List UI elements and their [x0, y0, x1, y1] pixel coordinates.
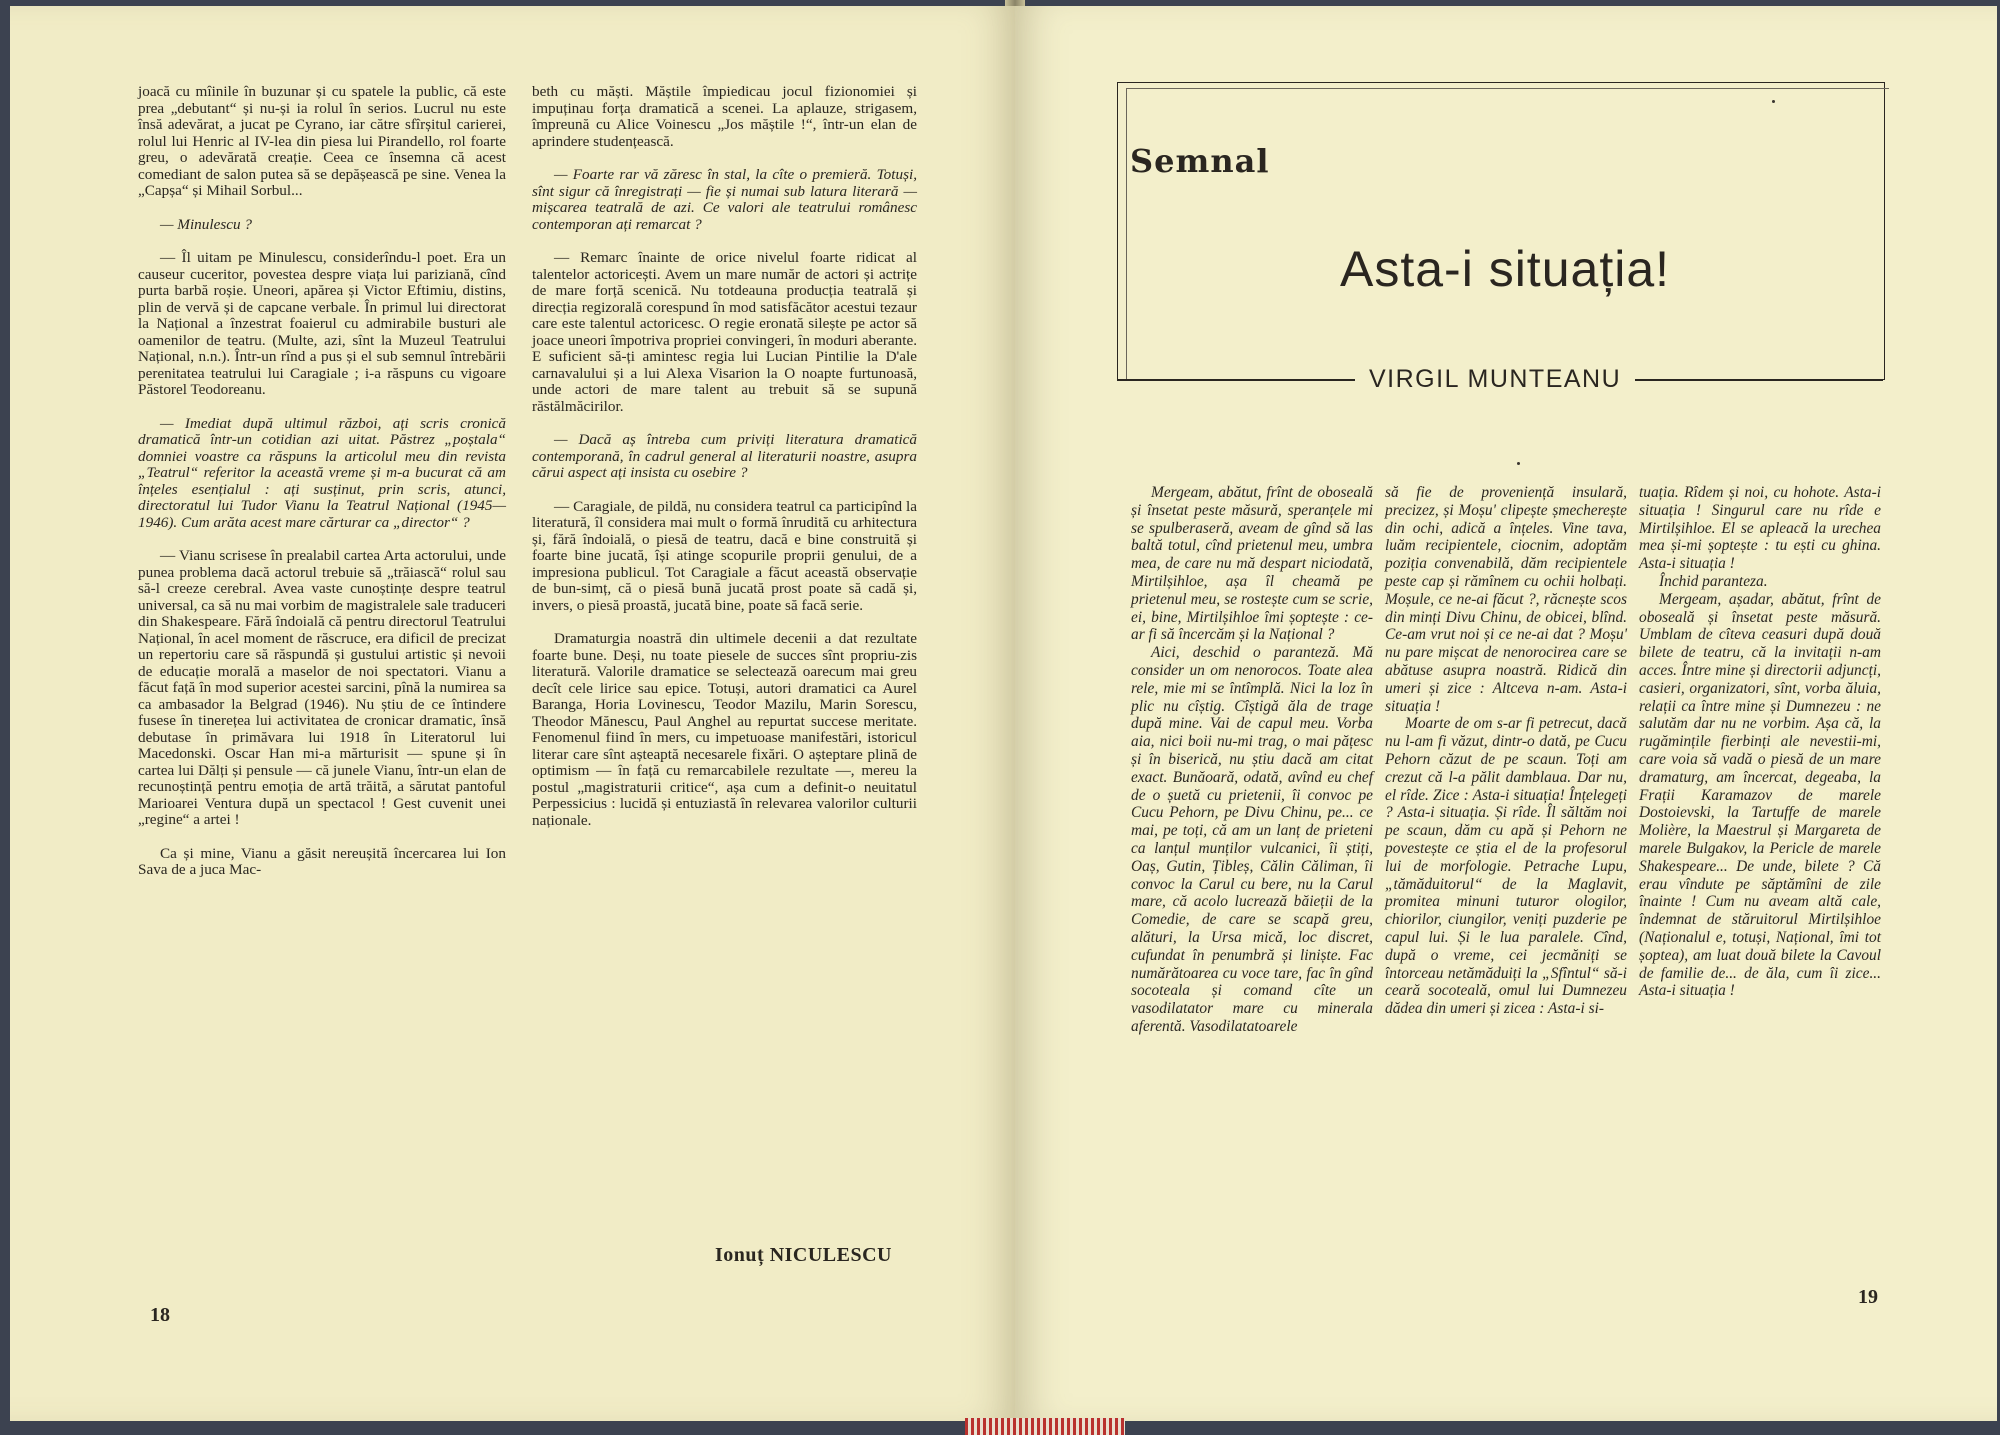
section-title: Semnal — [1130, 142, 1270, 180]
right-page-column-2 — [1385, 484, 1627, 1018]
page-number-left: 18 — [150, 1304, 170, 1326]
paragraph: beth cu măști. Măștile împiedicau jocul fizionomiei și impuținau forța dramatică a scenei. La aplauze, strigasem, împreună cu Alice Voinescu „Jos măștile !“, într-un elan de aprindere studențească. — [532, 83, 917, 150]
article-author: VIRGIL MUNTEANU — [1355, 365, 1635, 394]
bookmark-ribbon — [965, 1418, 1125, 1435]
paragraph: — Imediat după ultimul război, ați scris cronică dramatică într-un cotidian azi uitat. Păstrez „poștala“ domniei voastre ca răspuns la articolul meu din revista „Teatrul“ referitor la această vreme și m-a bucurat că am înțeles esențialul : ați susținut, prin scris, atunci, directoratul lui Tudor Vianu la Teatrul Național (1945—1946). Cum arăta acest mare cărturar ca „director“ ? — [138, 414, 506, 531]
paragraph: — Dacă aș întreba cum priviți literatura dramatică contemporană, în cadrul general al literaturii noastre, asupra cărui aspect ați insista cu osebire ? — [532, 431, 917, 481]
left-page-column-2 — [532, 84, 917, 829]
article-signature: Ionuț NICULESCU — [715, 1244, 892, 1266]
paragraph: — Caragiale, de pildă, nu considera teatrul ca participînd la literatură, îl considera mai mult o formă înrudită cu arhitectura și, fără îndoială, o piesă de teatru, dacă e bine construită și foarte bine jucată, își atinge scopurile proprii genului, de a impresiona publicul. Tot Caragiale a făcut această observație de bun-simț, că o piesă bună jucată prost poate să cadă și, invers, o piesă proastă, jucată bine, poate să facă serie. — [532, 497, 917, 614]
right-page-column-3 — [1639, 484, 1881, 1000]
paragraph: — Foarte rar vă zăresc în stal, la cîte o premieră. Totuși, sînt sigur că înregistrați — fie și numai sub latura literară — mișcarea teatrală de azi. Ce valori ale teatrului românesc contemporan ați remarcat ? — [532, 166, 917, 233]
left-page-column-1 — [138, 84, 506, 879]
header-frame-inner-line — [1126, 88, 1889, 379]
print-speck — [1517, 462, 1520, 465]
paragraph: Închid paranteza. — [1659, 572, 1768, 590]
paragraph: Mergeam, așadar, abătut, frînt de oboseală și însetat peste măsură. Umblam de cîteva ceasuri după două bilete de teatru, că la invitații n-am acces. Între mine și directorii adjuncți, casieri, organizatori, sînt, vorba ăluia, relații ca între mine și Dumnezeu : ne salutăm dar nu ne vorbim. Așa că, la rugămințile fierbinți ale nevestii-mi, care voia să vadă o piesă de un mare dramaturg, am încercat, degeaba, la Frații Karamazov de marele Dostoievski, la Tartuffe de marele Molière, la Maestrul și Margareta de marele Bulgakov, la Pericle de marele Shakespeare... De unde, bilete ? Că erau vîndute pe săptămîni de zile înainte ! Cum nu aveam altă cale, îndemnat de stăruitorul Mirtilșihloe (Naționalul e, totuși, Național, îmi tot șoptea), am luat două bilete la Cavoul de familie de... de ăla, cum îi zice... Asta-i situația ! — [1639, 590, 1881, 1000]
paragraph: — Remarc înainte de orice nivelul foarte ridicat al talentelor actoricești. Avem un mare număr de actori și actrițe de mare forță scenică. Nu totdeauna producția teatrală și direcția regizorală corespund în mod satisfăcător acestui tezaur care este talentul actoricesc. O regie eronată silește pe actor să joace uneori împotriva propriei convingeri, în moduri aberante. E suficient să-ți amintesc regia lui Lucian Pintilie la D'ale carnavalului și a lui Alexa Visarion la O noapte furtunoasă, unde actori de mare talent au trebuit să se supună răstălmăcirilor. — [532, 249, 917, 415]
paragraph: Mergeam, abătut, frînt de oboseală și însetat peste măsură, speranțele mi se spulberaseră, aveam de gînd să las baltă totul, cînd prietenul meu, umbra mea, de care nu mă despart niciodată, Mirtilșihloe, așa îl cheamă pe prietenul meu, se rostește cum se scrie, ei, bine, Mirtilșihloe îmi șoptește : ce-ar fi să încercăm și la Național ? — [1131, 484, 1373, 644]
print-speck — [1772, 100, 1775, 103]
paragraph: să fie de proveniență insulară, precizez, și Moșu' clipește șmecherește din ochi, adică a înțeles. Vine tava, luăm recipientele, ciocnim, adoptăm poziția convenabilă, dăm recipientele peste cap și rămînem cu ochii holbați. Moșule, ce ne-ai făcut ?, răcnește scos din minți Divu Chinu, de obicei, blînd. Ce-am vrut noi și ce ne-ai dat ? Moșu' nu pare mișcat de nenorocirea care se abătuse asupra noastră. Ridică din umeri și zice : Altceva n-am. Asta-i situația ! — [1385, 484, 1627, 715]
paragraph: Dramaturgia noastră din ultimele decenii a dat rezultate foarte bune. Deși, nu toate piesele de succes sînt propriu-zis literatură. Valorile dramatice se selectează oarecum mai greu decît cele lirice sau epice. Totuși, autori dramatici ca Aurel Baranga, Horia Lovinescu, Teodor Mazilu, Marin Sorescu, Theodor Mănescu, Paul Anghel au repurtat succese meritate. Fenomenul fiind în mers, cu impetuoase manifestări, istoricul literar care sînt așteaptă necesarele fixări. O așteptare plină de optimism — în față cu remarcabilele rezultate —, mereu la postul „magistraturii critice“, așa cum a definit-o neuitatul Perpessicius : lucidă și entuziastă în relevarea valorilor culturii naționale. — [532, 630, 917, 829]
paragraph: joacă cu mîinile în buzunar și cu spatele la public, că este prea „debutant“ și nu-și ia rolul în serios. Lucrul nu este însă adevărat, a jucat pe Cyrano, iar către sfîrșitul carierei, rolul lui Henric al IV-lea din piesa lui Pirandello, rol foarte greu, o adevărată creație. Ceea ce însemna că acest comediant de salon putea să se depășească pe sine. Venea la „Capșa“ și Mihail Sorbul... — [138, 83, 506, 199]
paragraph: Ca și mine, Vianu a găsit nereușită încercarea lui Ion Sava de a juca Mac- — [138, 844, 506, 878]
paragraph: — Vianu scrisese în prealabil cartea Arta actorului, unde punea problema dacă actorul trebuie să „trăiască“ rolul sau să-l creeze cerebral. Avea vaste cunoștințe despre teatrul universal, ca să nu mai vorbim de magistralele sale traduceri din Shakespeare. Fără îndoială că pentru directorul Teatrului Național, în acel moment de răscruce, era dificil de precizat un repertoriu care să răspundă și gustului artistic și nevoii de educație morală a maselor de noi spectatori. Vianu a făcut față în mod superior acestei sarcini, pînă la numirea sa ca ambasador la Belgrad (1946). Nu știu de ce întindere fusese în tinerețea lui activitatea de cronicar dramatic, însă debutase în primăvara lui 1918 în Literatorul lui Macedonski. Oscar Han mi-a mărturisit — spune și în cartea lui Dălți și pensule — că junele Vianu, într-un elan de recunoștință pentru emoția de artă trăită, a sărutat pantoful Marioarei Ventura după un spectacol ! Gest cuvenit unei „regine“ a artei ! — [138, 547, 506, 828]
right-page-column-1 — [1131, 484, 1373, 1036]
paragraph: — Îl uitam pe Minulescu, considerîndu-l poet. Era un causeur cuceritor, povestea despre viața lui pariziană, cînd purta barbă roșie. Uneori, apărea și Victor Eftimiu, distins, plin de vervă și de capcane verbale. În primul lui directorat la Național a înzestrat foaierul cu admirabile busturi ale oamenilor de teatru. (Multe, azi, sînt la Muzeul Teatrului Național, n.n.). Într-un rînd a pus și el sub semnul întrebării perenitatea teatrului lui Caragiale ; i-a răspuns cu vigoare Păstorel Teodoreanu. — [138, 249, 506, 398]
paragraph: Moarte de om s-ar fi petrecut, dacă nu l-am fi văzut, dintr-o dată, pe Cucu Pehorn căzut de pe scaun. Toți am crezut că l-a pălit damblaua. Dar nu, el rîde. Zice : Asta-i situația! Înțelegeți ? Asta-i situația. Și rîde. Îl săltăm noi pe scaun, dăm cu apă și Pehorn ne povestește ce știa el de la profesorul lui de morfologie. Petrache Lupu, „tămăduitorul“ de la Maglavit, promitea minuni tuturor ologilor, chiorilor, ciungilor, veniți puzderie pe capul lui. Și le lua paralele. Cînd, după o vreme, cei jecmăniți se întorceau netămăduiți la „Sfîntul“ să-i ceară socoteală, omul lui Dumnezeu dădea din umeri și zicea : Asta-i si- — [1385, 715, 1627, 1018]
paragraph: — Minulescu ? — [160, 215, 252, 233]
page-number-right: 19 — [1858, 1286, 1878, 1308]
paragraph: Aici, deschid o paranteză. Mă consider un om nenorocos. Toate alea rele, mie mi se întîmplă. Nici la loz în plic nu cîștig. Cîștigă ăla de trage după mine. Vai de capul meu. Vorba aia, nici boii nu-mi trag, o mai pățesc și în biserică, nu știu dacă am citat exact. Bunăoară, odată, avînd eu chef de o șuetă cu prietenii, îi convoc pe Cucu Pehorn, pe Divu Chinu, pe... ce mai, pe toți, că am un lanț de prieteni ca lanțul munților vulcanici, îi știți, Oaș, Gutin, Țibleș, Călin Căliman, îi convoc la Carul cu bere, nu la Carul mare, că acolo lucrează băieții de la Comedie, de care se scapă greu, alături, la Ursa mică, loc discret, cufundat în penumbră și liniște. Fac numărătoarea cu voce tare, fac în gînd socoteala și comand cîte un vasodilatator mare cu minerala aferentă. Vasodilatatoarele — [1131, 644, 1373, 1035]
article-headline: Asta-i situația! — [1340, 241, 1671, 297]
paragraph: tuația. Rîdem și noi, cu hohote. Asta-i situația ! Singurul care nu rîde e Mirtilșihloe. El se apleacă la urechea mea și-mi șoptește : tu ești cu ghina. Asta-i situația ! — [1639, 484, 1881, 573]
